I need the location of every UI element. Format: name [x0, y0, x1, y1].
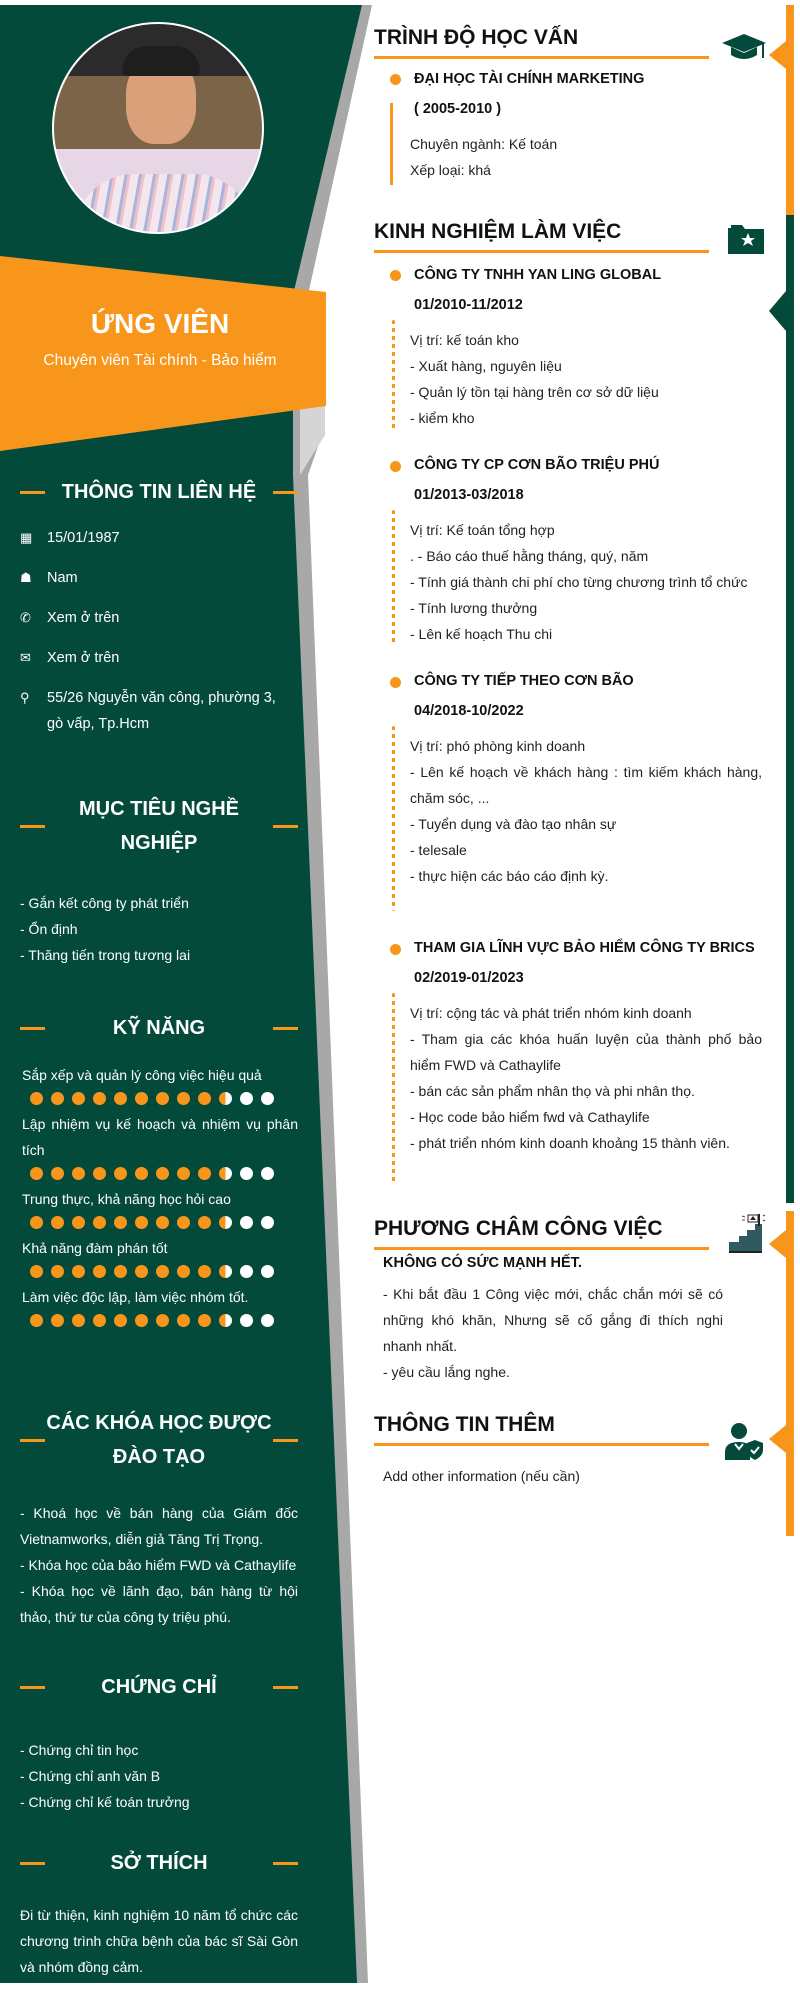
edge-notch [769, 291, 786, 331]
motto-heading: PHƯƠNG CHÂM CÔNG VIỆC [374, 1215, 709, 1250]
contact-heading: THÔNG TIN LIÊN HỆ [20, 475, 298, 509]
job-period: 01/2010-11/2012 [414, 297, 523, 313]
skill-rating [22, 1216, 298, 1229]
edge-notch [769, 41, 786, 69]
timeline-dotted-line [392, 510, 395, 645]
calendar-icon: ▦ [20, 530, 33, 545]
user-shield-icon [725, 1422, 765, 1460]
timeline-dotted-line [392, 320, 395, 430]
additional-heading: THÔNG TIN THÊM [374, 1411, 709, 1446]
location-icon: ⚲ [20, 690, 30, 705]
motto-text: - Khi bắt đầu 1 Công việc mới, chắc chắn mới sẽ có những khó khăn, Nhưng sẽ cố gắng đi thích nghi nhanh nhất. - yêu cầu lắng nghe. [383, 1286, 723, 1380]
job-company: CÔNG TY CP CƠN BÃO TRIỆU PHÚ [414, 457, 660, 473]
contact-birthdate: ▦ 15/01/1987 [20, 525, 290, 551]
edge-bar-green [786, 215, 794, 1203]
job-details: Vị trí: Kế toán tổng hợp . - Báo cáo thuế hằng tháng, quý, năm - Tính giá thành chi phí cho từng chương trình tổ chức - Tính lương thưởng - Lên kế hoạch Thu chi [410, 522, 748, 642]
contact-address: ⚲ 55/26 Nguyễn văn công, phường 3, gò vấp, Tp.Hcm [20, 685, 290, 737]
contact-list [20, 525, 290, 737]
skills-heading: KỸ NĂNG [20, 1011, 298, 1045]
school-period: ( 2005-2010 ) [414, 101, 502, 117]
timeline-dotted-line [392, 993, 395, 1183]
hobbies-text: Đi từ thiện, kinh nghiệm 10 năm tổ chức các chương trình chữa bệnh của bác sĩ Sài Gòn và nhóm đồng cảm. [20, 1907, 298, 1975]
school-name: ĐẠI HỌC TÀI CHÍNH MARKETING [414, 71, 645, 87]
skill-item: Làm việc độc lập, làm việc nhóm tốt. [22, 1284, 298, 1327]
skill-item: Sắp xếp và quản lý công việc hiệu quả [22, 1062, 298, 1105]
skills-list [22, 1062, 298, 1333]
edge-bar-orange [786, 1211, 794, 1536]
additional-text: Add other information (nếu cần) [383, 1468, 580, 1484]
contact-gender: ☗ Nam [20, 565, 290, 591]
hobbies-heading: SỞ THÍCH [20, 1846, 298, 1880]
stairs-flag-icon [728, 1212, 766, 1254]
job-company: CÔNG TY TNHH YAN LING GLOBAL [414, 267, 662, 283]
certificates-list: - Chứng chỉ tin học - Chứng chỉ anh văn B - Chứng chỉ kế toán trưởng [20, 1742, 190, 1810]
email-icon: ✉ [20, 650, 31, 665]
job-period: 02/2019-01/2023 [414, 970, 524, 986]
timeline-line [390, 103, 393, 185]
contact-email: ✉ Xem ở trên [20, 645, 290, 671]
skill-item: Khả năng đàm phán tốt [22, 1235, 298, 1278]
edge-notch [769, 1425, 786, 1453]
job-company: CÔNG TY TIẾP THEO CƠN BÃO [414, 673, 634, 689]
experience-heading: KINH NGHIỆM LÀM VIỆC [374, 218, 709, 253]
graduation-cap-icon [722, 30, 766, 66]
skill-rating [22, 1167, 298, 1180]
skill-rating [22, 1314, 298, 1327]
timeline-dotted-line [392, 726, 395, 911]
timeline-bullet [390, 461, 401, 472]
skill-rating [22, 1092, 298, 1105]
edge-notch [769, 1230, 786, 1258]
timeline-bullet [390, 677, 401, 688]
folder-star-icon [726, 222, 766, 258]
objective-list: - Gắn kết công ty phát triển - Ổn định - Thăng tiến trong tương lai [20, 895, 191, 963]
job-period: 01/2013-03/2018 [414, 487, 524, 503]
job-details: Vị trí: phó phòng kinh doanh - Lên kế hoạch về khách hàng : tìm kiếm khách hàng, chăm sóc, ... - Tuyển dụng và đào tạo nhân sự - telesale - thực hiện các báo cáo định kỳ. [410, 738, 762, 884]
education-details: Chuyên ngành: Kế toán Xếp loại: khá [410, 136, 558, 178]
timeline-bullet [390, 74, 401, 85]
education-heading: TRÌNH ĐỘ HỌC VẤN [374, 24, 709, 59]
objective-heading: MỤC TIÊU NGHỀ NGHIỆP [20, 792, 298, 860]
timeline-bullet [390, 270, 401, 281]
certificates-heading: CHỨNG CHỈ [20, 1670, 298, 1704]
heading-dash [20, 491, 45, 494]
contact-phone: ✆ Xem ở trên [20, 605, 290, 631]
motto-title: KHÔNG CÓ SỨC MẠNH HẾT. [383, 1255, 582, 1271]
skill-item: Trung thực, khả năng học hỏi cao [22, 1186, 298, 1229]
courses-heading: CÁC KHÓA HỌC ĐƯỢC ĐÀO TẠO [20, 1406, 298, 1474]
job-period: 04/2018-10/2022 [414, 703, 524, 719]
phone-icon: ✆ [20, 610, 31, 625]
avatar [52, 22, 264, 234]
timeline-bullet [390, 944, 401, 955]
heading-dash [273, 491, 298, 494]
candidate-name: ỨNG VIÊN [90, 308, 230, 339]
user-icon: ☗ [20, 570, 32, 585]
edge-bar-orange [786, 5, 794, 215]
skill-rating [22, 1265, 298, 1278]
courses-list: - Khoá học về bán hàng của Giám đốc Vietnamworks, diễn giả Tăng Trị Trọng. - Khóa học của bảo hiểm FWD và Cathaylife - Khóa học về lãnh đạo, bán hàng từ hội thảo, thứ tư của công ty triệu phú. [20, 1505, 298, 1625]
job-company: THAM GIA LĨNH VỰC BẢO HIỂM CÔNG TY BRICS [414, 940, 755, 956]
job-details: Vị trí: cộng tác và phát triển nhóm kinh doanh - Tham gia các khóa huấn luyện của thành phố bảo hiểm FWD và Cathaylife - bán các sản phẩm nhân thọ và phi nhân thọ. - Học code bảo hiểm fwd và Cathaylife - phát triển nhóm kinh doanh khoảng 15 thành viên. [410, 1005, 762, 1151]
job-details: Vị trí: kế toán kho - Xuất hàng, nguyên liệu - Quản lý tồn tại hàng trên cơ sở dữ liệu - kiểm kho [410, 332, 659, 426]
skill-item: Lập nhiệm vụ kế hoạch và nhiệm vụ phân tích [22, 1111, 298, 1180]
candidate-title: Chuyên viên Tài chính - Bảo hiểm [43, 352, 277, 369]
